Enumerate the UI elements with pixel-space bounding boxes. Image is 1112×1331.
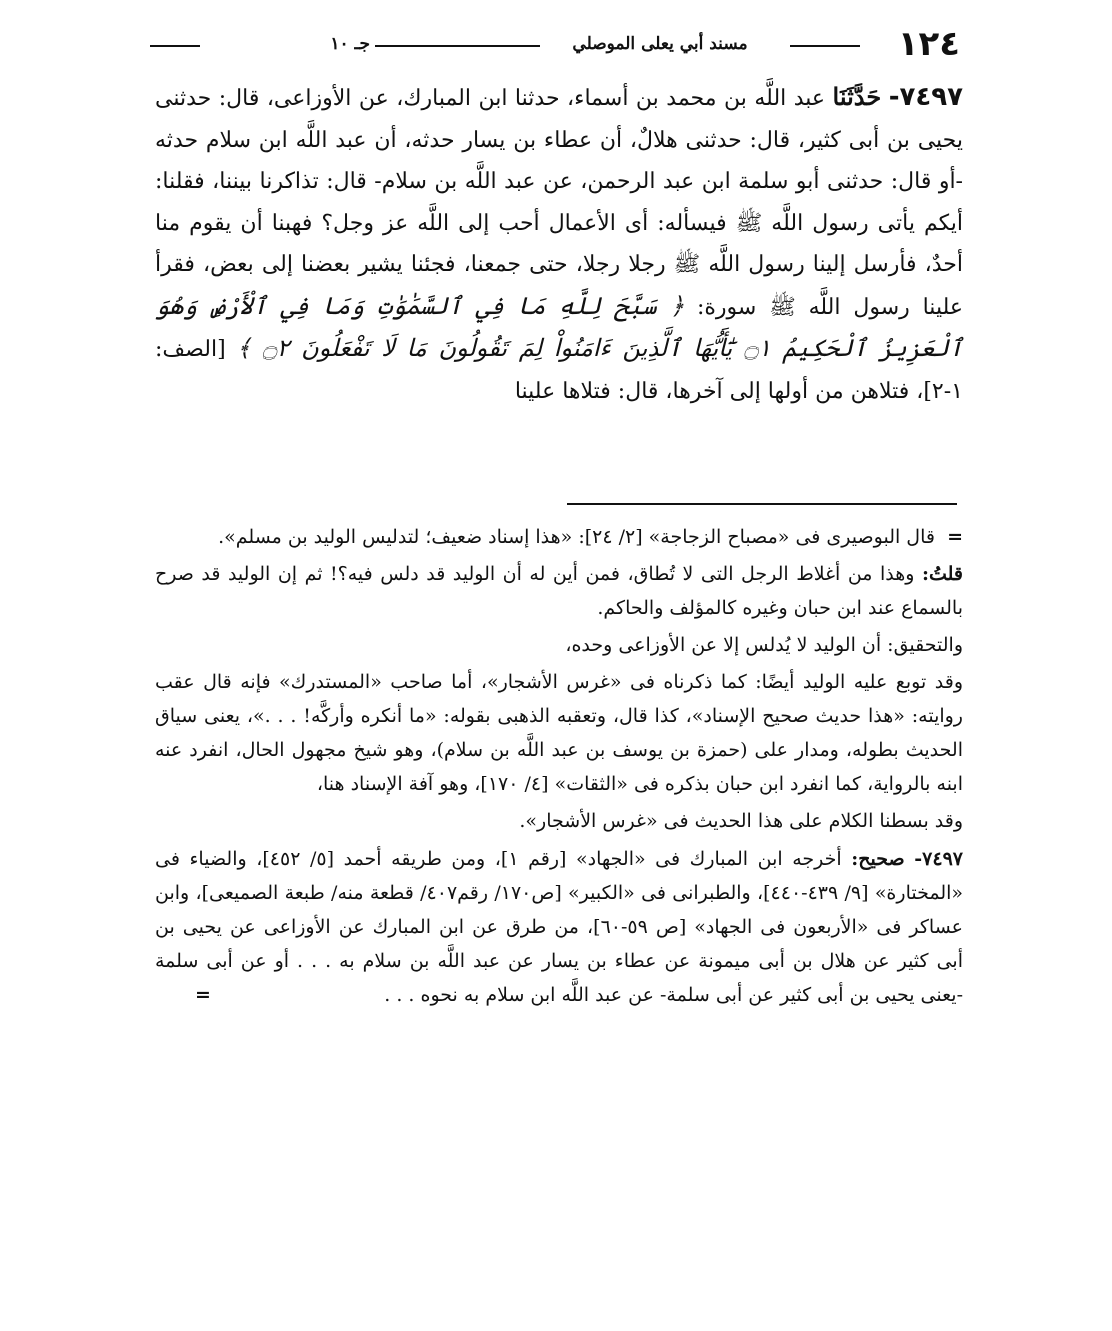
footnote-continued — [155, 520, 963, 554]
volume-label: جـ ١٠ — [330, 34, 370, 54]
footnote-paragraph — [155, 557, 963, 625]
footnote-text: قال البوصيرى فى «مصباح الزجاجة» [٢/ ٢٤]: «هذا إسناد ضعيف؛ لتدليس الوليد بن مسلم». — [218, 526, 935, 548]
hadith-text-part-1: عبد اللَّه بن محمد بن أسماء، حدثنا ابن المبارك، عن الأوزاعى، قال: حدثنى يحيى بن أبى كثير، قال: حدثنى هلالٌ، أن عطاء بن يسار حدثه، أن عبد اللَّه ابن سلام حدثه -أو قال: حدثنى أبو سلمة ابن عبد الرحمن، عن عبد اللَّه بن سلام- قال: تذاكرنا بيننا، فقلنا: أيكم يأتى رسول اللَّه ﷺ فيسأله: أى الأعمال أحب إلى اللَّه عز وجل؟ فهبنا أن يقوم منا أحدٌ، فأرسل إلينا رسول اللَّه ﷺ رجلا رجلا، حتى جمعنا، فجئنا يشير بعضنا إلى بعض، فقرأ علينا رسول اللَّه ﷺ سورة: — [155, 86, 963, 320]
header-rule — [150, 45, 200, 47]
quran-verse: ﴿ سَبَّحَ لِلَّهِ مَا فِي ٱلسَّمَٰوَٰتِ وَمَا فِي ٱلْأَرْضِ وَهُوَ ٱلْعَزِيزُ ٱلْحَكِيمُ ۝١ يَٰٓأَيُّهَا ٱلَّذِينَ ءَامَنُواْ لِمَ تَقُولُونَ مَا لَا تَفْعَلُونَ ۝٢ ﴾ — [155, 291, 963, 362]
continuation-mark: = — [947, 526, 963, 548]
takhrij-number: ٧٤٩٧- — [914, 848, 963, 870]
footnote-text: وقد بسطنا الكلام على هذا الحديث فى «غرس الأشجار». — [519, 810, 963, 832]
footnote-separator — [567, 503, 957, 505]
hadith-paragraph — [155, 76, 963, 412]
footnote-paragraph — [155, 804, 963, 838]
running-title: مسند أبي يعلى الموصلي — [572, 34, 748, 54]
footnote-text: وهذا من أغلاط الرجل التى لا تُطاق، فمن أين له أن الوليد قد دلس فيه؟! ثم إن الوليد قد صرح بالسماع عند ابن حبان وغيره كالمؤلف والحاكم. — [155, 563, 963, 619]
footnote-lead-word: قلتُ: — [921, 563, 963, 585]
footnote-paragraph — [155, 665, 963, 801]
header-rule — [790, 45, 860, 47]
hadith-opening-word: حَدَّثَنَا — [832, 82, 882, 111]
takhrij-text: أخرجه ابن المبارك فى «الجهاد» [رقم ١]، ومن طريقه أحمد [٥/ ٤٥٢]، والضياء فى «المختارة» [٩/ ٤٣٩-٤٤٠]، والطبرانى فى «الكبير» [ص١٧٠/ رقم٤٠٧/ قطعة منه/ طبعة الصميعى]، وابن عساكر فى «الأربعون فى الجهاد» [ص ٥٩-٦٠]، من طرق عن ابن المبارك عن الأوزاعى عن يحيى بن أبى كثير عن هلال بن أبى ميمونة عن عطاء بن يسار عن عبد اللَّه بن سلام به . . . أو عن أبى سلمة -يعنى يحيى بن أبى كثير عن أبى سلمة- عن عبد اللَّه ابن سلام به نحوه . . . — [155, 848, 964, 1006]
page-number: ١٢٤ — [897, 24, 960, 64]
footnotes — [155, 520, 963, 1015]
footnote-text: والتحقيق: أن الوليد لا يُدلس إلا عن الأوزاعى وحده، — [565, 634, 963, 656]
takhrij-grade: صحيح: — [851, 848, 905, 870]
footnote-text: وقد توبع عليه الوليد أيضًا: كما ذكرناه فى «غرس الأشجار»، أما صاحب «المستدرك» فإنه قال عقب روايته: «هذا حديث صحيح الإسناد»، كذا قال، وتعقبه الذهبى بقوله: «ما أنكره وأركَّه! . . .»، يعنى سياق الحديث بطوله، ومدار على (حمزة بن يوسف بن عبد اللَّه بن سلام)، وهو شيخ مجهول الحال، انفرد عنه ابنه بالرواية، كما انفرد ابن حبان بذكره فى «الثقات» [٤/ ١٧٠]، وهو آفة الإسناد هنا، — [155, 671, 963, 795]
continues-mark: = — [195, 984, 211, 1006]
hadith-text-part-2: [الصف: ١-٢]، فتلاهن من أولها إلى آخرها، قال: فتلاها علينا — [155, 337, 963, 404]
header-rule — [375, 45, 540, 47]
hadith-body — [155, 76, 963, 412]
running-header — [150, 24, 960, 64]
footnote-paragraph — [155, 628, 963, 662]
takhrij-paragraph — [155, 842, 963, 1012]
hadith-number: ٧٤٩٧- — [888, 82, 963, 112]
